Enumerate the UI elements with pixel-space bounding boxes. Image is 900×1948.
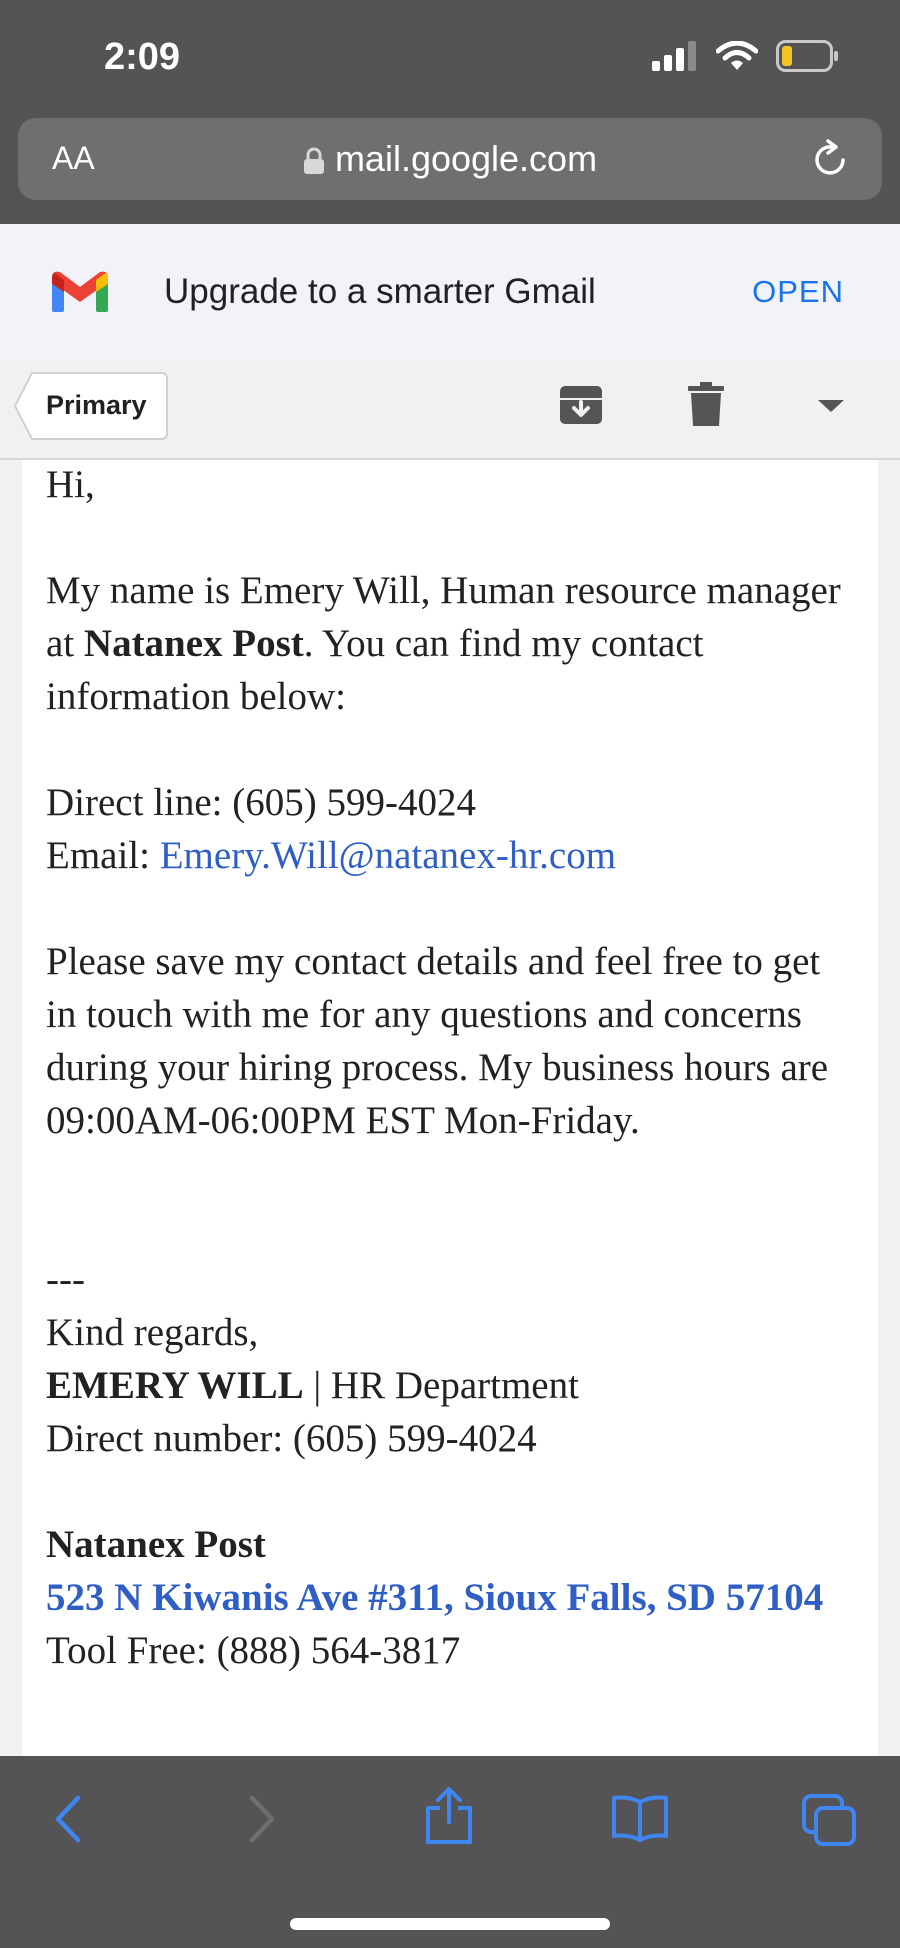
back-to-primary-button[interactable] (14, 372, 168, 438)
toll-free: Tool Free: (888) 564-3817 (46, 1629, 461, 1672)
signature-company: Natanex Post (46, 1523, 266, 1566)
signature-line (46, 1359, 854, 1412)
sign-off: Kind regards, (46, 1311, 259, 1354)
lock-icon (303, 147, 325, 175)
browser-bottom-bar (0, 1756, 900, 1948)
trash-icon[interactable] (688, 382, 724, 428)
email-body (22, 460, 878, 1756)
address-bar-area (0, 112, 900, 224)
email-link[interactable]: Emery.Will@natanex-hr.com (159, 834, 617, 877)
url-field[interactable] (18, 138, 882, 180)
open-app-button[interactable]: OPEN (752, 274, 844, 309)
gmail-logo (52, 270, 108, 312)
content-gutter-left (0, 460, 22, 1756)
greeting: Hi, (46, 463, 95, 506)
tabs-icon[interactable] (802, 1794, 858, 1846)
wifi-icon (716, 41, 758, 71)
status-bar (0, 0, 900, 112)
status-icons (652, 40, 840, 72)
archive-icon[interactable] (558, 382, 604, 428)
url-text: mail.google.com (334, 138, 598, 179)
home-indicator (290, 1918, 610, 1930)
company-name: Natanex Post (83, 622, 304, 665)
content-gutter-right (878, 460, 900, 1756)
forward-icon[interactable] (244, 1794, 280, 1844)
intro-text-pre: My name is Emery Will, Human resource manager at (46, 569, 841, 665)
back-icon[interactable] (50, 1794, 86, 1844)
upgrade-banner (0, 224, 900, 360)
direct-line: Direct line: (605) 599-4024 (46, 781, 476, 824)
bookmarks-icon[interactable] (610, 1794, 670, 1842)
email-label: Email: (46, 834, 160, 877)
status-time: 2:09 (104, 36, 181, 78)
reload-icon[interactable] (810, 138, 850, 180)
mail-toolbar (0, 360, 900, 460)
share-icon[interactable] (424, 1786, 474, 1846)
signature-dept: | HR Department (303, 1364, 579, 1407)
back-button-label: Primary (46, 390, 147, 420)
address-bar[interactable] (18, 118, 882, 200)
body-paragraph: Please save my contact details and feel free to get in touch with me for any questions and concerns during your hiring process. My business hours are 09:00AM-06:00PM EST Mon-Friday. (46, 940, 829, 1142)
intro-text-post: . You can find my contact information below: (46, 622, 704, 718)
chevron-down-icon[interactable] (818, 398, 844, 414)
intro-paragraph (46, 564, 854, 723)
signal-icon (652, 41, 698, 71)
email-line (46, 829, 854, 882)
battery-icon (776, 40, 840, 72)
direct-number: Direct number: (605) 599-4024 (46, 1417, 537, 1460)
signature-name: EMERY WILL (46, 1364, 304, 1407)
address-link[interactable]: 523 N Kiwanis Ave #311, Sioux Falls, SD 57104 (46, 1576, 824, 1619)
banner-text: Upgrade to a smarter Gmail (164, 272, 596, 311)
signature-separator: --- (46, 1258, 85, 1301)
text-size-label: AA (52, 140, 95, 176)
